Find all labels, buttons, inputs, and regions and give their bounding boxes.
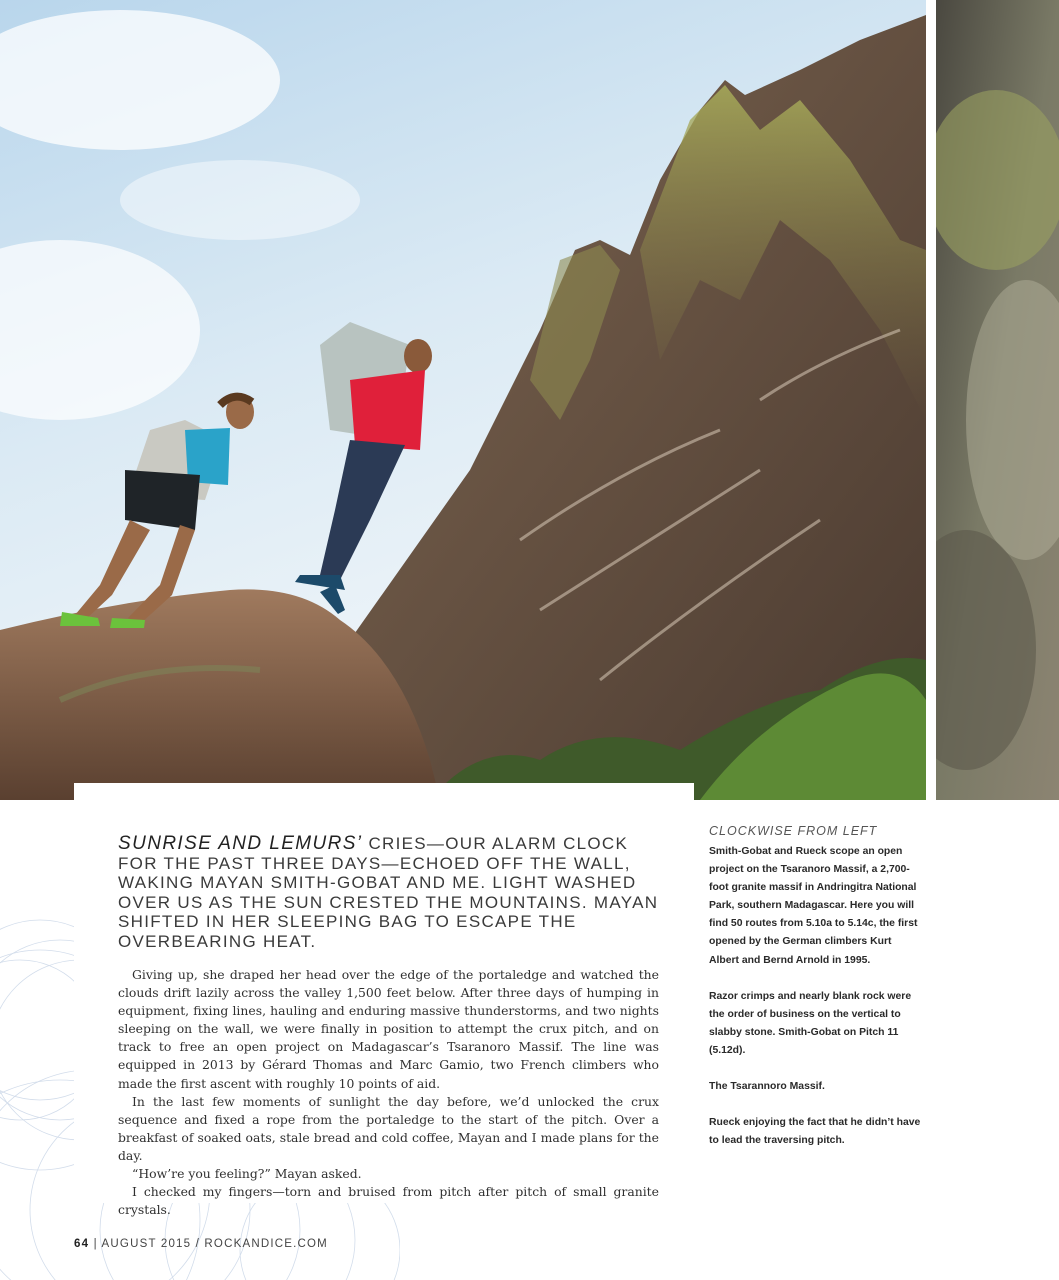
article-body [118, 966, 659, 1219]
caption-heading: CLOCKWISE FROM LEFT [709, 824, 878, 838]
intro-lead: SUNRISE AND LEMURS’ [118, 833, 363, 854]
intro-text: CRIES—OUR ALARM CLOCK FOR THE PAST THREE DAYS—ECHOED OFF THE WALL, WAKING MAYAN SMITH-GOBAT AND ME. LIGHT WASHED OVER US AS THE SUN CRESTED THE MOUNTAINS. MAYAN SHIFTED IN HER SLEEPING BAG TO ESCAPE THE OVERBEARING HEAT. [118, 834, 659, 951]
side-photo-illustration [936, 0, 1059, 800]
caption-3: The Tsarannoro Massif. [709, 1081, 825, 1093]
article-intro [118, 834, 663, 952]
footer-issue: AUGUST 2015 / ROCKANDICE.COM [101, 1238, 328, 1250]
body-paragraph-4: I checked my fingers—torn and bruised from pitch after pitch of small granite crystals. [118, 1184, 659, 1218]
caption-1: Smith-Gobat and Rueck scope an open project on the Tsaranoro Massif, a 2,700-foot granite massif in Andringitra National Park, southern Madagascar. Here you will find 50 routes from 5.10a to 5.14c, the first opened by the German climbers Kurt Albert and Bernd Arnold in 1995. [709, 846, 918, 966]
footer-separator: | [89, 1238, 102, 1250]
side-photo [936, 0, 1059, 800]
body-paragraph-2: In the last few moments of sunlight the day before, we’d unlocked the crux sequence and fixed a rope from the portaledge to the start of the pitch. Over a breakfast of soaked oats, stale bread and cold coffee, Mayan and I made plans for the day. [118, 1093, 659, 1163]
page-number: 64 [74, 1238, 90, 1250]
caption-4: Rueck enjoying the fact that he didn’t have to lead the traversing pitch. [709, 1117, 921, 1147]
body-paragraph-3: “How’re you feeling?” Mayan asked. [132, 1166, 362, 1182]
page-footer [74, 1238, 328, 1250]
caption-2: Razor crimps and nearly blank rock were the order of business on the vertical to slabby stone. Smith-Gobat on Pitch 11 (5.12d). [709, 990, 912, 1056]
photo-captions [709, 843, 923, 1168]
body-paragraph-1: Giving up, she draped her head over the edge of the portaledge and watched the clouds drift lazily across the valley 1,500 feet below. After three days of humping in equipment, fixing lines, hauling and enduring massive thunderstorms, and two nights sleeping on the wall, we were finally in position to attempt the crux pitch, and on track to free an open project on Madagascar’s Tsaranoro Massif. The line was equipped in 2013 by Gérard Thomas and Marc Gamio, two French climbers who made the first ascent with roughly 10 points of aid. [118, 967, 659, 1091]
